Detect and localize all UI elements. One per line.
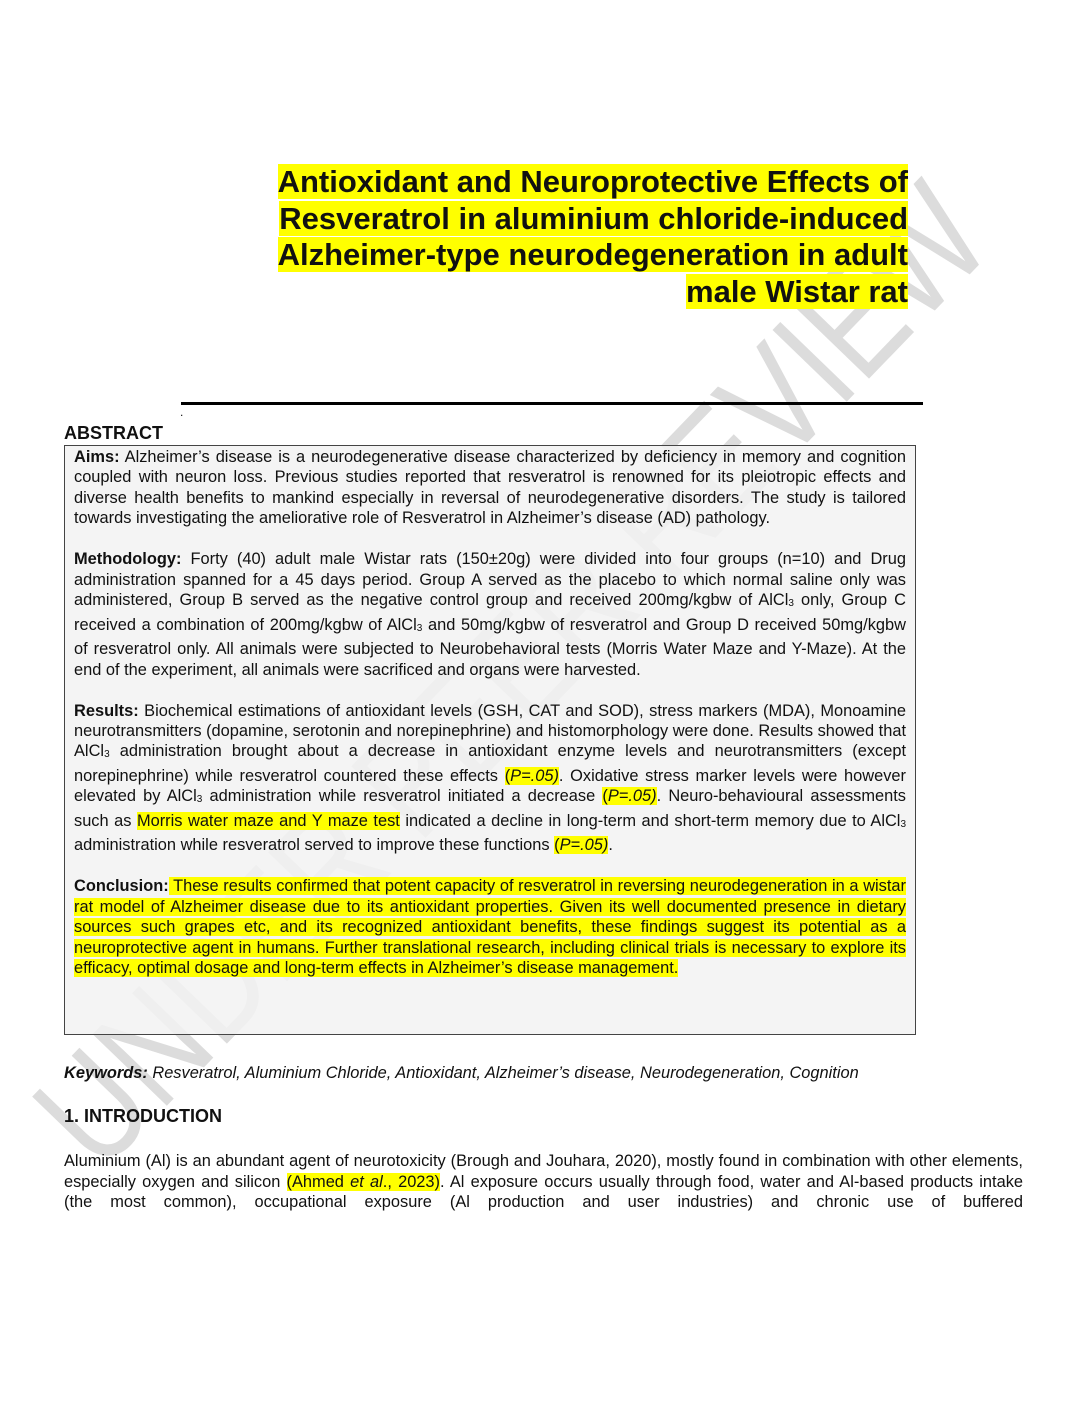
highlighted-text: P=.05) xyxy=(510,766,559,785)
text-segment: Alzheimer’s disease is a neurodegenerative disease characterized by deficiency in memory and cognition coupled with neuron loss. Previous studies reported that resveratrol is renowned for its pleiotropic effects and diverse health benefits to mankind especially in reversal of neurodegenerative disorders. The study is tailored towards investigating the ameliorative role of Resveratrol in Alzheimer’s disease (AD) pathology. xyxy=(74,448,906,528)
abstract-aims xyxy=(74,447,906,529)
text-segment: administration brought about a decrease in antioxidant enzyme levels and neurotransmitters (except norepinephrine) while resveratrol countered these effects xyxy=(74,742,906,785)
text-segment: 3 xyxy=(900,818,906,830)
title-line: Resveratrol in aluminium chloride-induced xyxy=(279,200,908,236)
text-segment: Forty (40) adult male Wistar rats (150±20g) were divided into four groups (n=10) and Drug administration spanned for a 45 days period. Group A served as the placebo to which normal saline only was administered, Group B served as the negative control group and received 200mg/kgbw of AlCl xyxy=(74,550,906,610)
title-line: Alzheimer-type neurodegeneration in adult xyxy=(277,237,908,273)
text-segment: 3 xyxy=(416,622,423,634)
label: Aims: xyxy=(74,448,120,466)
text-segment: . xyxy=(608,836,613,855)
text-segment: . Al exposure occurs usually through food, water and Al-based products intake (the most common), occupational exposure (Al production and user industries) and chronic use of buffered xyxy=(64,1172,1024,1211)
label: Results: xyxy=(74,701,139,720)
text-segment: . Oxidative stress marker levels were however elevated by AlCl xyxy=(74,766,906,806)
text-segment: Resveratrol, Aluminium Chloride, Antioxidant, Alzheimer’s disease, Neurodegeneration, Cognition xyxy=(147,1064,859,1082)
paper-title xyxy=(208,164,908,311)
text-segment: 3 xyxy=(788,598,794,610)
text-segment: only, Group C received a combination of 200mg/kgbw of AlCl xyxy=(74,591,906,634)
highlighted-text: et al xyxy=(350,1172,383,1191)
title-line: Antioxidant and Neuroprotective Effects of xyxy=(277,164,908,199)
highlighted-text: (Ahmed xyxy=(286,1172,351,1191)
text-segment: Aluminium (Al) is an abundant agent of neurotoxicity (Brough and Jouhara, 2020), mostly found in combination with other elements, especially oxygen and silicon xyxy=(64,1152,1023,1191)
label: Methodology: xyxy=(74,550,182,569)
introduction-paragraph xyxy=(64,1151,1023,1213)
highlighted-text: ., 2023) xyxy=(382,1172,440,1191)
highlighted-text: ( xyxy=(602,787,608,806)
text-segment: administration while resveratrol served to improve these functions xyxy=(74,836,555,855)
section-heading-introduction: 1. INTRODUCTION xyxy=(64,1106,223,1126)
highlighted-text: ( xyxy=(504,766,511,785)
abstract-methodology xyxy=(74,549,906,680)
abstract-results xyxy=(74,701,906,856)
text-segment: indicated a decline in long-term and short-term memory due to AlCl xyxy=(399,811,901,830)
text-segment: and 50mg/kgbw of resveratrol and Group D received 50mg/kgbw of resveratrol only. All animals were subjected to Neurobehavioral tests (Morris Water Maze and Y-Maze). At the end of the experiment, all animals were sacrificed and organs were harvested. xyxy=(74,615,906,679)
abstract-heading: ABSTRACT xyxy=(64,423,163,443)
abstract-box xyxy=(64,445,916,1035)
text-segment: . Neuro-behavioural assessments such as xyxy=(74,787,906,830)
highlighted-text: P=.05) xyxy=(607,787,657,806)
text-segment: 3 xyxy=(104,749,110,761)
keywords xyxy=(64,1064,859,1083)
highlighted-text: Morris water maze and Y maze test xyxy=(136,811,400,830)
highlighted-text: These results confirmed that potent capacity of resveratrol in reversing neurodegeneration in a wistar rat model of Alzheimer disease due to its antioxidant properties. Given its well documented presence in dietary sources such grapes etc, and its recognized antioxidant benefits, these findings suggest its potential as a neuroprotective agent in humans. Further translational research, including clinical trials is necessary to explore its efficacy, optimal dosage and long-term effects in Alzheimer’s disease management. xyxy=(74,877,906,978)
label: Conclusion: xyxy=(74,877,169,896)
highlighted-text: ( xyxy=(554,836,560,855)
text-segment: administration while resveratrol initiated a decrease xyxy=(202,787,603,806)
title-line: male Wistar rat xyxy=(686,274,908,310)
highlighted-text: P=.05) xyxy=(559,836,609,855)
title-divider xyxy=(181,402,923,405)
stray-dot: . xyxy=(180,405,184,419)
abstract-conclusion xyxy=(74,876,906,978)
text-segment: 3 xyxy=(196,794,203,806)
text-segment: Biochemical estimations of antioxidant levels (GSH, CAT and SOD), stress markers (MDA), Monoamine neurotransmitters (dopamine, serotonin and norepinephrine) and histomorphology were done. Results showed that AlCl xyxy=(74,701,906,761)
label: Keywords: xyxy=(64,1064,148,1082)
